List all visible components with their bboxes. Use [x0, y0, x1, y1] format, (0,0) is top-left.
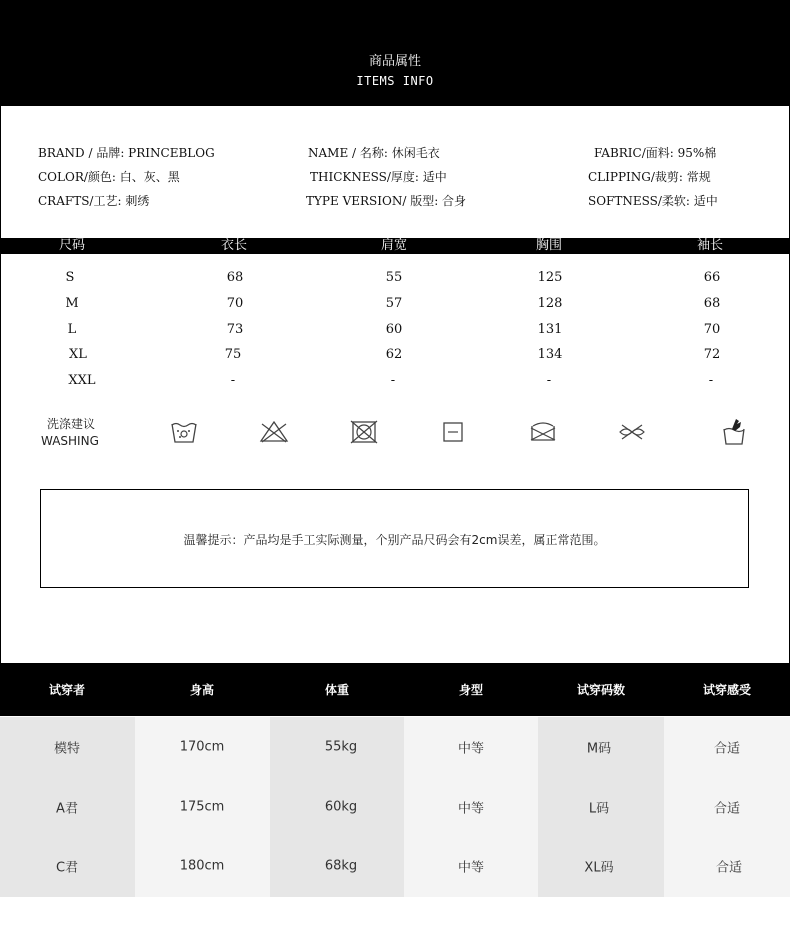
- size-cell: 131: [537, 322, 563, 337]
- fit-cell: 合适: [715, 860, 743, 876]
- header-title-en: ITEMS INFO: [356, 74, 434, 88]
- size-cell: 68: [703, 296, 721, 311]
- fit-cell: C君: [55, 860, 79, 876]
- info-fabric: FABRIC/面料: 95%棉: [594, 146, 717, 160]
- size-cell: 128: [537, 296, 563, 311]
- info-crafts: CRAFTS/工艺: 刺绣: [38, 194, 150, 208]
- fit-cell: M码: [586, 741, 612, 757]
- info-clipping: CLIPPING/裁剪: 常规: [588, 170, 711, 184]
- size-cell: 75: [224, 347, 242, 362]
- info-thickness: THICKNESS/厚度: 适中: [310, 170, 447, 184]
- info-color: COLOR/颜色: 白、灰、黑: [38, 170, 180, 184]
- fit-header-height: 身高: [189, 683, 215, 697]
- info-name: NAME / 名称: 休闲毛衣: [308, 146, 440, 160]
- info-brand: BRAND / 品牌: PRINCEBLOG: [38, 146, 215, 160]
- fit-cell: 合适: [713, 741, 741, 757]
- size-header-chest: 胸围: [535, 238, 563, 253]
- size-cell: 68: [226, 270, 244, 285]
- fit-header-feeling: 试穿感受: [702, 683, 752, 697]
- size-cell: XL: [69, 347, 87, 362]
- size-cell: 72: [703, 347, 721, 362]
- size-header-size: 尺码: [58, 238, 86, 253]
- fit-header-body-type: 身型: [458, 683, 484, 697]
- size-cell: S: [65, 270, 75, 285]
- fit-cell: XL码: [584, 860, 614, 876]
- no-dry-clean-icon: [616, 416, 648, 448]
- header-banner: [0, 0, 790, 106]
- fit-cell: 合适: [713, 801, 741, 817]
- size-header-length: 衣长: [220, 238, 248, 253]
- fit-cell: A君: [56, 801, 78, 817]
- fit-cell: 170cm: [179, 739, 225, 755]
- fit-cell: 模特: [53, 741, 81, 757]
- size-cell: 125: [537, 270, 563, 285]
- no-wring-icon: [527, 416, 559, 448]
- notice-box: [40, 489, 749, 588]
- size-cell: 70: [703, 322, 721, 337]
- no-tumble-dry-icon: [348, 416, 380, 448]
- size-cell: L: [67, 322, 77, 337]
- fit-cell: 中等: [457, 741, 485, 757]
- size-cell: -: [230, 373, 236, 388]
- fit-header-tester: 试穿者: [48, 683, 86, 697]
- size-cell: 73: [226, 322, 244, 337]
- info-softness: SOFTNESS/柔软: 适中: [588, 194, 718, 208]
- gentle-hand-wash-icon: [718, 416, 750, 448]
- size-cell: 66: [703, 270, 721, 285]
- fit-cell: 55kg: [324, 739, 358, 755]
- fit-cell: 180cm: [179, 858, 225, 874]
- washing-label-en: WASHING: [41, 434, 99, 448]
- fit-header-size: 试穿码数: [576, 683, 626, 697]
- fit-header-weight: 体重: [324, 683, 350, 697]
- fit-cell: 中等: [457, 801, 485, 817]
- fit-cell: L码: [588, 801, 610, 817]
- size-cell: M: [65, 296, 79, 311]
- fit-cell: 60kg: [324, 799, 358, 815]
- no-bleach-icon: [258, 416, 290, 448]
- fit-cell: 175cm: [179, 799, 225, 815]
- size-cell: -: [546, 373, 552, 388]
- size-table-header: [0, 238, 790, 254]
- fit-cell: 68kg: [324, 858, 358, 874]
- hand-wash-icon: [168, 416, 200, 448]
- size-cell: 70: [226, 296, 244, 311]
- size-header-shoulder: 肩宽: [380, 238, 408, 253]
- washing-label-cn: 洗涤建议: [47, 417, 96, 431]
- fit-cell: 中等: [457, 860, 485, 876]
- size-cell: 62: [385, 347, 403, 362]
- info-type-version: TYPE VERSION/ 版型: 合身: [306, 194, 467, 208]
- size-cell: 57: [385, 296, 403, 311]
- fitting-table-header: [0, 664, 790, 716]
- notice-text: 温馨提示：产品均是手工实际测量，个别产品尺码会有2cm误差，属正常范围。: [183, 533, 606, 547]
- size-cell: 134: [537, 347, 563, 362]
- line-dry-icon: [437, 416, 469, 448]
- size-header-sleeve: 袖长: [696, 238, 724, 253]
- size-cell: XXL: [68, 373, 96, 388]
- size-cell: -: [390, 373, 396, 388]
- size-cell: -: [708, 373, 714, 388]
- header-title-cn: 商品属性: [368, 54, 421, 69]
- size-cell: 60: [385, 322, 403, 337]
- size-cell: 55: [385, 270, 403, 285]
